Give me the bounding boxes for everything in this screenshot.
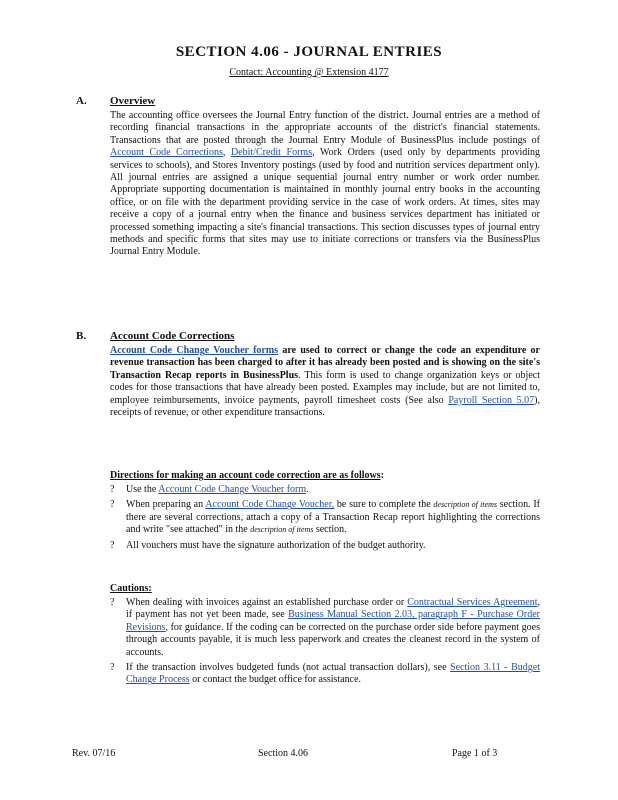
directions-heading: Directions for making an account code correction are as follows bbox=[110, 470, 381, 481]
overview-paragraph bbox=[110, 110, 540, 259]
section-a-letter: A. bbox=[76, 95, 87, 107]
directions-list bbox=[110, 484, 540, 552]
bullet-icon: ? bbox=[110, 499, 115, 511]
cautions-heading: Cautions: bbox=[110, 583, 152, 594]
bullet-icon: ? bbox=[110, 539, 115, 551]
section-a-heading: Overview bbox=[110, 95, 156, 107]
contact-text: Contact: Accounting @ Extension 4177 bbox=[229, 67, 389, 78]
footer-section: Section 4.06 bbox=[258, 748, 308, 759]
debit-credit-forms-link[interactable]: Debit/Credit Forms bbox=[230, 147, 313, 159]
overview-text-2: , Work Orders (used only by departments providing services to schools), and Stores Inventory postings (used by food and nutrition services department only). All journal entries are assigned a unique sequential journal entry number or work order number. Appropriate supporting documentation is maintained in monthly journal entry books in the accounting office, or on file with the department providing service in the case of work orders. At times, sites may receive a copy of a journal entry when the finance and business services department has initiated or processed something impacting a site's financial transactions. This section discusses types of journal entry methods and specific forms that sites may use to initiate corrections or transfers via the BusinessPlus Journal Entry Module. bbox=[110, 147, 541, 258]
contractual-services-agreement-link[interactable]: Contractual Services Agreement bbox=[407, 597, 538, 608]
footer-page-number: Page 1 of 3 bbox=[452, 748, 498, 759]
list-item bbox=[110, 597, 540, 659]
business-manual-section-link[interactable]: Business Manual Section 2.03, paragraph F - Purchase Order Revisions bbox=[126, 609, 540, 633]
directions-item2-end: section. bbox=[313, 524, 347, 536]
account-code-bold-text: are used to correct or change the code an expenditure or revenue transaction has been charged to after it has already been posted and is showing on the site's Transaction Recap reports in BusinessPlus bbox=[110, 345, 540, 381]
description-of-items-text-2: description of items bbox=[250, 525, 314, 535]
overview-sep: , bbox=[222, 147, 231, 159]
cautions-item1-post: , for guidance. If the coding can be corrected on the purchase order side before payment goes through accounts payable, it is much less paperwork and creates the cleanest record in the system of accounts. bbox=[126, 621, 540, 658]
cautions-item1-mid: , if payment has not yet been made, see bbox=[126, 597, 541, 621]
cautions-list bbox=[110, 597, 540, 687]
directions-heading-line bbox=[110, 470, 540, 482]
account-code-text-2: ), receipts of revenue, or other expenditure transactions. bbox=[110, 394, 540, 419]
directions-item2-pre: When preparing an bbox=[126, 499, 206, 511]
account-code-change-voucher-link[interactable]: Account Code Change Voucher, bbox=[205, 499, 335, 511]
list-item bbox=[110, 540, 540, 552]
account-code-change-voucher-form-link[interactable]: Account Code Change Voucher form bbox=[158, 484, 307, 495]
bullet-icon: ? bbox=[110, 484, 115, 495]
account-code-paragraph bbox=[110, 345, 540, 419]
overview-text-1: The accounting office oversees the Journal Entry function of the district. Journal entries are a method of recording financial transactions in the appropriate accounts of the district's financial statements. Transactions that are posted through the Journal Entry Module of BusinessPlus include postings of bbox=[110, 110, 540, 146]
footer-revision: Rev. 07/16 bbox=[72, 748, 116, 759]
directions-item2-post: section. If there are several corrections, attach a copy of a Transaction Recap report highlighting the corrections and write "see attached" in the bbox=[126, 499, 540, 536]
contact-line bbox=[0, 67, 618, 78]
account-code-corrections-link[interactable]: Account Code Corrections bbox=[110, 147, 223, 159]
cautions-item2-post: or contact the budget office for assistance. bbox=[189, 674, 362, 686]
section-b-letter: B. bbox=[76, 330, 87, 342]
list-item bbox=[110, 662, 540, 687]
account-code-text-1: . This form is used to change organization keys or object codes for those transactions that have already been posted. Examples may include, but are not limited to, employee reimbursements, invoice payments, payroll timesheet costs (See also bbox=[110, 369, 540, 406]
payroll-section-link[interactable]: Payroll Section 5.07 bbox=[448, 394, 535, 406]
directions-item2-mid: be sure to complete the bbox=[334, 499, 434, 511]
description-of-items-text: description of items bbox=[433, 500, 498, 510]
account-code-change-voucher-forms-link[interactable]: Account Code Change Voucher forms bbox=[110, 345, 279, 356]
budget-change-process-link[interactable]: Section 3.11 - Budget Change Process bbox=[126, 662, 541, 686]
directions-colon: : bbox=[380, 470, 384, 481]
page-title: SECTION 4.06 - JOURNAL ENTRIES bbox=[175, 44, 443, 60]
bullet-icon: ? bbox=[110, 662, 115, 674]
directions-item3: All vouchers must have the signature authorization of the budget authority. bbox=[126, 539, 426, 551]
directions-item1-pre: Use the bbox=[126, 484, 159, 495]
list-item bbox=[110, 499, 540, 536]
section-b-heading: Account Code Corrections bbox=[110, 330, 235, 342]
cautions-item2-pre: If the transaction involves budgeted funds (not actual transaction dollars), see bbox=[126, 662, 451, 674]
cautions-item1-pre: When dealing with invoices against an established purchase order or bbox=[126, 597, 408, 608]
list-item bbox=[110, 484, 540, 496]
directions-item1-post: . bbox=[306, 484, 309, 495]
bullet-icon: ? bbox=[110, 597, 115, 608]
